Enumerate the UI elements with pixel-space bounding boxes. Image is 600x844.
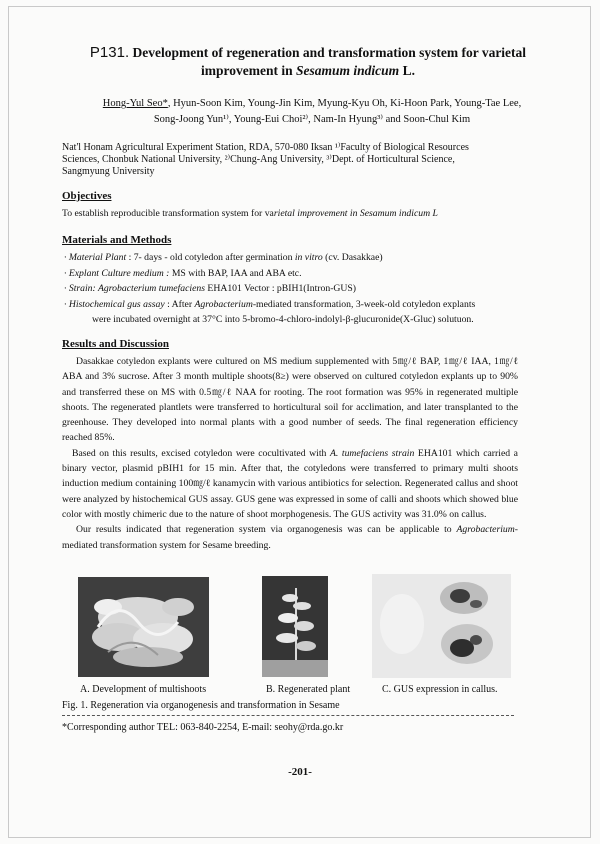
page-number: -201- [288, 766, 312, 778]
objectives-text-italic: rietal improvement in Sesamum indicum L [273, 208, 438, 219]
methods-list [64, 250, 534, 328]
method-text-gus: : After [164, 298, 195, 310]
affiliation-line-2: Sciences, Chonbuk National University, ²⁾Chung-Ang University, ³⁾Dept. of Horticultural Science, [62, 154, 455, 165]
method-item-medium [64, 266, 534, 282]
method-item-gus [64, 297, 534, 313]
title-line-1: Development of regeneration and transformation system for varietal [132, 45, 527, 60]
results-body [62, 354, 518, 553]
title-line-2: improvement in [201, 63, 297, 78]
method-text-plant: : 7- days - old cotyledon after germination [126, 252, 295, 263]
author-list [62, 96, 562, 128]
affiliation-line-1: Nat'l Honam Agricultural Experiment Station, RDA, 570-080 Iksan ¹⁾Faculty of Biological Resources [62, 142, 469, 153]
results-p2-end: EHA101 which carried a binary vector, plasmid pBIH1 for 15 min. After that, the cotyledons were transferred to primary multi shoots induction medium containing 100㎎/ℓ kanamycin with various antibiotics for selection. Regenerated callus and shoot were analyzed by histochemical GUS assay. GUS gene was expressed in some of calli and shoots which showed blue color with mostly chimeric due to the nature of shoot morphogenesis. The GUS activity was 31.0% on callus. [62, 447, 518, 520]
regenerated-plant-image [262, 576, 328, 677]
method-label-plant: · Material Plant [64, 252, 127, 263]
caption-b: B. Regenerated plant [266, 684, 351, 695]
method-gus-line-2: were incubated overnight at 37°C into 5-bromo-4-chloro-indolyl-β-glucuronide(X-Gluc) solutuon. [92, 314, 474, 325]
footnote-divider [62, 715, 514, 716]
method-italic-gus: Agrobacterium [194, 298, 253, 310]
methods-heading: Materials and Methods [62, 234, 172, 246]
photo-multishoots [78, 577, 209, 677]
method-label-medium: · Explant Culture medium : [64, 267, 170, 279]
objectives-heading: Objectives [62, 190, 112, 202]
corresponding-author: Hong-Yul Seo* [102, 98, 168, 109]
objectives-text [62, 206, 532, 221]
results-p3-start: Our results indicated that regeneration system via organogenesis was can be applicable to [76, 524, 457, 536]
results-p2-start: Based on this results, excised cotyledon were cocultivated with [72, 447, 330, 459]
authors-line-1: , Hyun-Soon Kim, Young-Jin Kim, Myung-Kyu Oh, Ki-Hoon Park, Young-Tae Lee, [167, 98, 522, 109]
gus-expression-image [372, 574, 511, 678]
method-text-strain: EHA101 Vector : pBIH1(Intron-GUS) [205, 283, 357, 294]
title-line-2-end: L. [399, 63, 415, 78]
method-label-gus: · Histochemical gus assay [64, 298, 165, 310]
multishoots-image [78, 577, 209, 677]
corresponding-footnote: *Corresponding author TEL: 063-840-2254, E-mail: seohy@rda.go.kr [62, 722, 344, 733]
caption-a: A. Development of multishoots [80, 684, 207, 695]
method-end-gus: -mediated transformation, 3-week-old cotyledon explants [252, 298, 476, 310]
results-heading: Results and Discussion [62, 338, 169, 350]
figure-caption: Fig. 1. Regeneration via organogenesis and transformation in Sesame [62, 700, 340, 711]
affiliations [62, 142, 562, 178]
method-italic-plant: in vitro [294, 252, 323, 263]
paper-title [48, 44, 568, 80]
results-paragraph-3 [62, 522, 518, 553]
title-species: Sesamum indicum [296, 63, 400, 78]
results-paragraph-1: Dasakkae cotyledon explants were cultured on MS medium supplemented with 5㎎/ℓ BAP, 1㎎/ℓ IAA, 1㎎/ℓ ABA and 3% sucrose. After 3 month multiple shoots(8≥) were observed on cultured cotyledon explants up to 90% and transferred these on MS with 0.5㎎/ℓ NAA for rooting. The root formation was 95% in regenerated multiple shoots. The regenerated plantlets were transferred to horticultural soil for acclimation, and later transplanted to the greenhouse. They developed into normal plants with a good number of seeds. The final regeneration efficiency reached 85%. [62, 356, 518, 444]
method-item-strain [64, 281, 534, 297]
results-p3-italic: Agrobacterium [456, 524, 515, 536]
objectives-text-start: To establish reproducible transformation system for va [62, 208, 274, 219]
method-text-medium: MS with BAP, IAA and ABA etc. [169, 267, 302, 279]
photo-gus-expression [372, 574, 511, 678]
results-paragraph-2 [62, 446, 518, 522]
method-item-plant [64, 250, 534, 266]
results-p2-italic: A. tumefaciens strain [329, 447, 415, 459]
poster-code: P131. [89, 44, 130, 61]
results-p3-end: -mediated transformation system for Sesame breeding. [62, 524, 518, 551]
caption-c: C. GUS expression in callus. [382, 684, 498, 695]
method-label-strain: · Strain: Agrobacterium tumefaciens [64, 283, 205, 294]
affiliation-line-3: Sangmyung University [62, 166, 155, 177]
method-end-plant: (cv. Dasakkae) [322, 252, 383, 263]
photo-regenerated-plant [262, 576, 328, 677]
authors-line-2: Song-Joong Yun¹⁾, Young-Eui Choi²⁾, Nam-In Hyung³⁾ and Soon-Chul Kim [153, 114, 471, 125]
